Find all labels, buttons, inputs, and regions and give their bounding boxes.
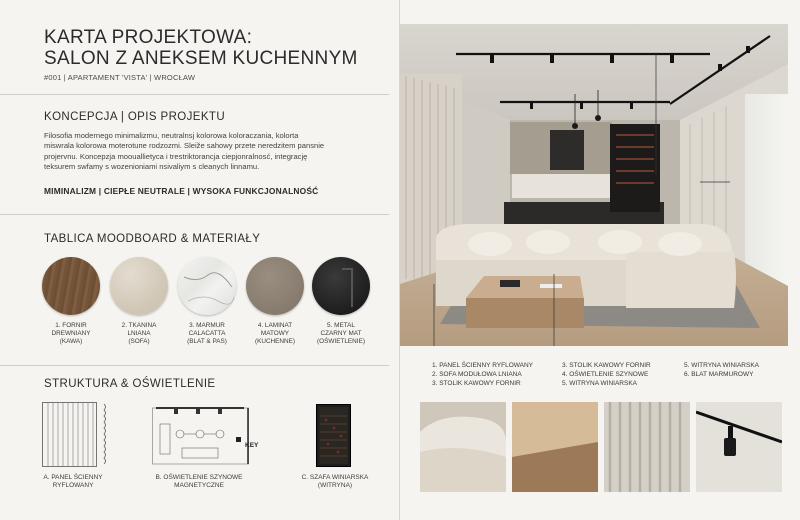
page-title: KARTA PROJEKTOWA: SALON Z ANEKSEM KUCHENNYM	[44, 27, 358, 69]
divider	[0, 94, 389, 95]
swatch-label-laminate: 4. LAMINAT MATOWY (KUCHENNE)	[254, 322, 296, 345]
diagram-label-wine: C. SZAFA WINIARSKA (WITRYNA)	[301, 474, 369, 490]
wine-cabinet-diagram	[316, 404, 352, 468]
track-lighting-diagram	[152, 402, 264, 468]
diagram-label-lighting: B. OŚWIETLENIE SZYNOWE MAGNETYCZNE	[155, 474, 243, 490]
swatch-label-linen: 2. TKANINA LNIANA (SOFA)	[121, 322, 157, 345]
concept-text: Filosofia modernego minimalizmu, neutralnsj kolorowa koloraczania, kolorta miswrala kolorowa moterotuпе rodzozmi. Sleiže sahowy przete neredzitem pansnie projervnu. Koncepzja moouallietyca i trestriktorancja ciepjonralnosć, integrację teksurem swfamy s wozenioniami nsivaliym s cleanych linnamu.	[44, 131, 325, 171]
swatch-marble	[178, 257, 236, 315]
swatch-label-marble: 3. MARMUR CALACATTA (BLAT & PAS)	[187, 322, 227, 345]
concept-heading: KONCEPCJA | OPIS PROJEKTU	[44, 111, 226, 123]
detail-fluted-thumbnail	[604, 402, 690, 492]
marble-veins-icon	[178, 257, 236, 315]
swatch-label-wood: 1. FORNIR DREWNIANY (KAWA)	[51, 322, 91, 345]
detail-sofa-thumbnail	[420, 402, 506, 492]
swatch-wood-veneer	[42, 257, 100, 315]
divider	[0, 214, 389, 215]
legend-column-2: 3. STOLIK KAWOWY FORNIR 4. OŚWIETLENIE SZYNOWE 5. WITRYNA WINIARSKA	[562, 362, 651, 387]
right-page	[400, 0, 800, 520]
living-room-render	[400, 24, 788, 346]
swatch-matte-laminate	[246, 257, 304, 315]
detail-wood-thumbnail	[512, 402, 598, 492]
diagram-key-label: KEY	[245, 442, 259, 449]
legend-column-3: 5. WITRYNA WINIARSKA 6. BLAT MARMUROWY	[684, 362, 760, 378]
metal-profile-icon	[312, 257, 370, 315]
swatch-label-metal: 5. METAL CZARNY MAT (OŚWIETLENIE)	[317, 322, 365, 345]
swatch-black-metal	[312, 257, 370, 315]
diagram-label-panel: A. PANEL ŚCIENNY RYFLOWANY	[43, 474, 103, 490]
legend-column-1: 1. PANEL ŚCIENNY RYFLOWANY 2. SOFA MODUŁOWA LNIANA 3. STOLIK KAWOWY FORNIR	[432, 362, 534, 387]
swatch-linen-fabric	[110, 257, 168, 315]
detail-track-light-thumbnail	[696, 402, 782, 492]
moodboard-heading: TABLICA MOODBOARD & MATERIAŁY	[44, 233, 261, 245]
fluted-panel-diagram	[42, 402, 122, 468]
divider	[0, 365, 389, 366]
concept-tagline: MIMINALIZM | CIEPŁE NEUTRALE | WYSOKA FUNKCJONALNOŚĆ	[44, 186, 319, 196]
project-subtitle: #001 | APARTAMENT 'VISTA' | WROCŁAW	[44, 73, 196, 82]
structure-heading: STRUKTURA & OŚWIETLENIE	[44, 378, 216, 390]
